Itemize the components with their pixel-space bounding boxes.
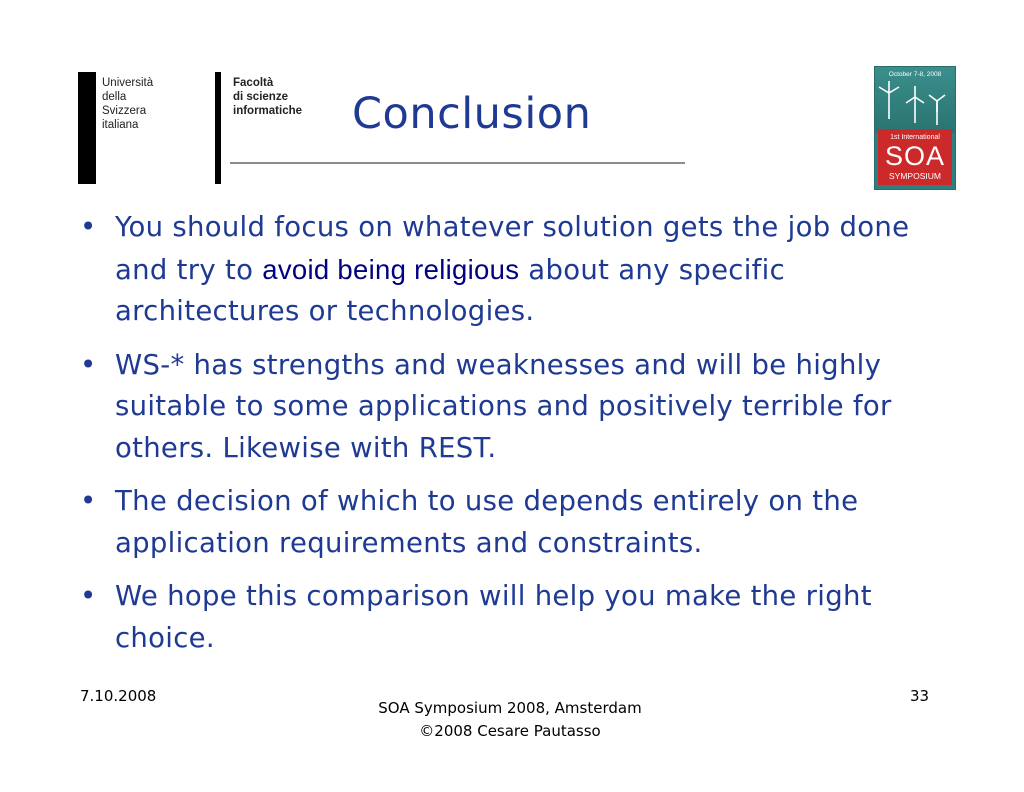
footer-event (350, 697, 670, 743)
badge-word: SYMPOSIUM (889, 171, 941, 181)
slide-title: Conclusion (352, 89, 592, 139)
page-number: 33 (910, 687, 930, 705)
university-line-1: Università (102, 77, 154, 89)
bullet-item (80, 481, 940, 564)
faculty-name (233, 76, 302, 118)
badge-acronym: SOA (884, 141, 946, 171)
title-underline (230, 162, 685, 164)
bullet-text-before: You should focus on whatever solution gets the job done and try to (115, 211, 910, 286)
bullet-marker: • (80, 485, 97, 517)
bullet-item (80, 345, 940, 470)
university-line-2: della (102, 91, 127, 103)
bullet-text: WS-* has strengths and weaknesses and will be highly suitable to some applications and positively terrible for others. Likewise with REST. (115, 348, 892, 464)
logo-bar-left (78, 72, 96, 184)
footer-event-name: SOA Symposium 2008, Amsterdam (378, 699, 642, 717)
faculty-line-1: Facoltà (233, 77, 274, 89)
bullet-text: The decision of which to use depends entirely on the application requirements and constraints. (115, 485, 859, 559)
university-name (102, 76, 153, 132)
bullet-marker: • (80, 211, 97, 243)
bullet-item (80, 576, 940, 659)
bullet-marker: • (80, 580, 97, 612)
bullet-item (80, 207, 940, 333)
university-line-4: italiana (102, 119, 139, 131)
badge-subtitle: 1st International (890, 134, 940, 141)
logo-bar-right (215, 72, 221, 184)
faculty-line-3: informatiche (233, 105, 303, 117)
badge-red-panel (878, 129, 952, 185)
soa-symposium-logo (874, 66, 956, 190)
bullet-list (80, 207, 940, 671)
badge-sky (875, 67, 955, 133)
wind-turbine-icon (875, 79, 955, 129)
footer-copyright: ©2008 Cesare Pautasso (419, 722, 601, 740)
bullet-text: We hope this comparison will help you make the right choice. (115, 580, 872, 654)
bullet-marker: • (80, 348, 97, 381)
badge-dates: October 7-8, 2008 (888, 71, 942, 78)
faculty-line-2: di scienze (233, 91, 288, 103)
bullet-emphasis: avoid being religious (262, 253, 520, 285)
university-line-3: Svizzera (102, 105, 147, 117)
bullet-text-after: about any specific architectures or technologies. (115, 253, 785, 327)
footer-date: 7.10.2008 (80, 687, 157, 705)
